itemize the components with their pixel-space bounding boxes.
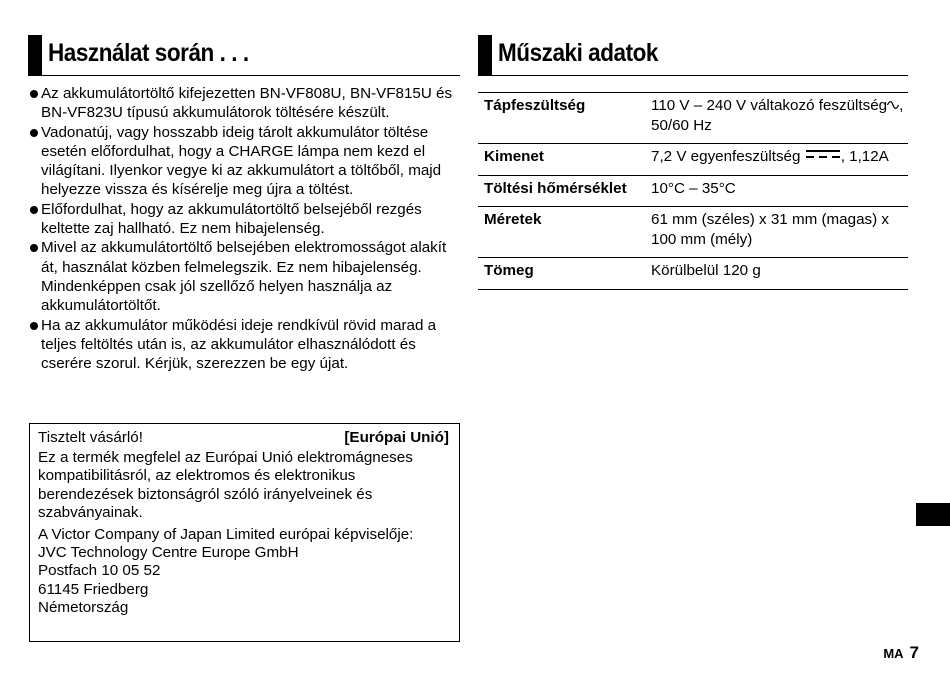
notice-greeting: Tisztelt vásárló!	[38, 429, 143, 446]
table-row	[478, 207, 908, 258]
spec-label: Töltési hőmérséklet	[484, 179, 627, 197]
address-line: JVC Technology Centre Europe GmbH	[38, 544, 299, 562]
table-row	[478, 175, 908, 207]
section-heading-specs	[478, 35, 908, 76]
list-item: Előfordulhat, hogy az akkumulátortöltő belsejéből rezgés keltette zaj hallható. Ez nem hibajelenség.	[30, 200, 462, 239]
heading-text: Használat során . . .	[48, 39, 249, 67]
address-line: Németország	[38, 598, 129, 616]
spec-value: 110 V – 240 V váltakozó feszültség , 50/60 Hz	[651, 97, 904, 134]
bullet-icon	[30, 90, 38, 98]
usage-notes-list	[30, 84, 462, 373]
spec-label: Tömeg	[484, 262, 534, 279]
bullet-icon	[30, 206, 38, 214]
spec-value: 7,2 V egyenfeszültség , 1,12A	[651, 148, 889, 165]
spec-value: 10°C – 35°C	[651, 179, 736, 197]
table-row	[478, 93, 908, 144]
list-item: Ha az akkumulátor működési ideje rendkívül rövid marad a teljes feltöltés után is, az akkumulátor elhasználódott és cserére szorul. Kérjük, szerezzen be egy újat.	[30, 316, 462, 374]
page-footer	[883, 643, 919, 663]
specifications-table	[478, 92, 908, 290]
address-line: 61145 Friedberg	[38, 580, 149, 598]
list-item: Mivel az akkumulátortöltő belsejében elektromosságot alakít át, használat közben felmelegszik. Ez nem hibajelenség. Mindenképpen csak jól szellőző helyen használja az akkumulátortöltőt.	[30, 238, 462, 315]
spec-value: 61 mm (széles) x 31 mm (magas) x 100 mm (mély)	[651, 211, 889, 248]
heading-bar	[478, 35, 492, 75]
list-item: Vadonatúj, vagy hosszabb ideig tárolt akkumulátor töltése esetén előfordulhat, hogy a CHARGE lámpa nem kezd el világítani. Ilyenkor vegye ki az akkumulátort a töltőből, majd helyezze vissza és kísérelje meg újra a töltést.	[30, 123, 462, 200]
language-code: MA	[883, 646, 904, 661]
notice-paragraph: Ez a termék megfelel az Európai Unió elektromágneses kompatibilitásról, az elektromos és elektronikus berendezések biztonságról szóló irányelveinek és szabványainak.	[38, 449, 413, 521]
representative-intro: A Victor Company of Japan Limited európai képviselője:	[38, 526, 414, 544]
page-number: 7	[909, 643, 919, 662]
language-section-tab	[916, 503, 950, 526]
ac-symbol-icon	[887, 101, 899, 109]
spec-label: Méretek	[484, 211, 542, 228]
spec-label: Tápfeszültség	[484, 97, 586, 114]
table-row	[478, 144, 908, 176]
section-heading-usage	[28, 35, 460, 76]
spec-value: Körülbelül 120 g	[651, 262, 761, 279]
bullet-icon	[30, 322, 38, 330]
bullet-icon	[30, 129, 38, 137]
spec-label: Kimenet	[484, 148, 544, 165]
list-item: Az akkumulátortöltő kifejezetten BN-VF808U, BN-VF815U és BN-VF823U típusú akkumulátorok töltésére készült.	[30, 84, 462, 123]
address-line: Postfach 10 05 52	[38, 562, 161, 580]
heading-bar	[28, 35, 42, 75]
eu-compliance-notice	[29, 423, 460, 642]
table-row	[478, 258, 908, 290]
region-tag: [Európai Unió]	[344, 429, 449, 446]
bullet-icon	[30, 244, 38, 252]
dc-symbol-icon	[805, 148, 841, 160]
heading-text: Műszaki adatok	[498, 39, 659, 67]
